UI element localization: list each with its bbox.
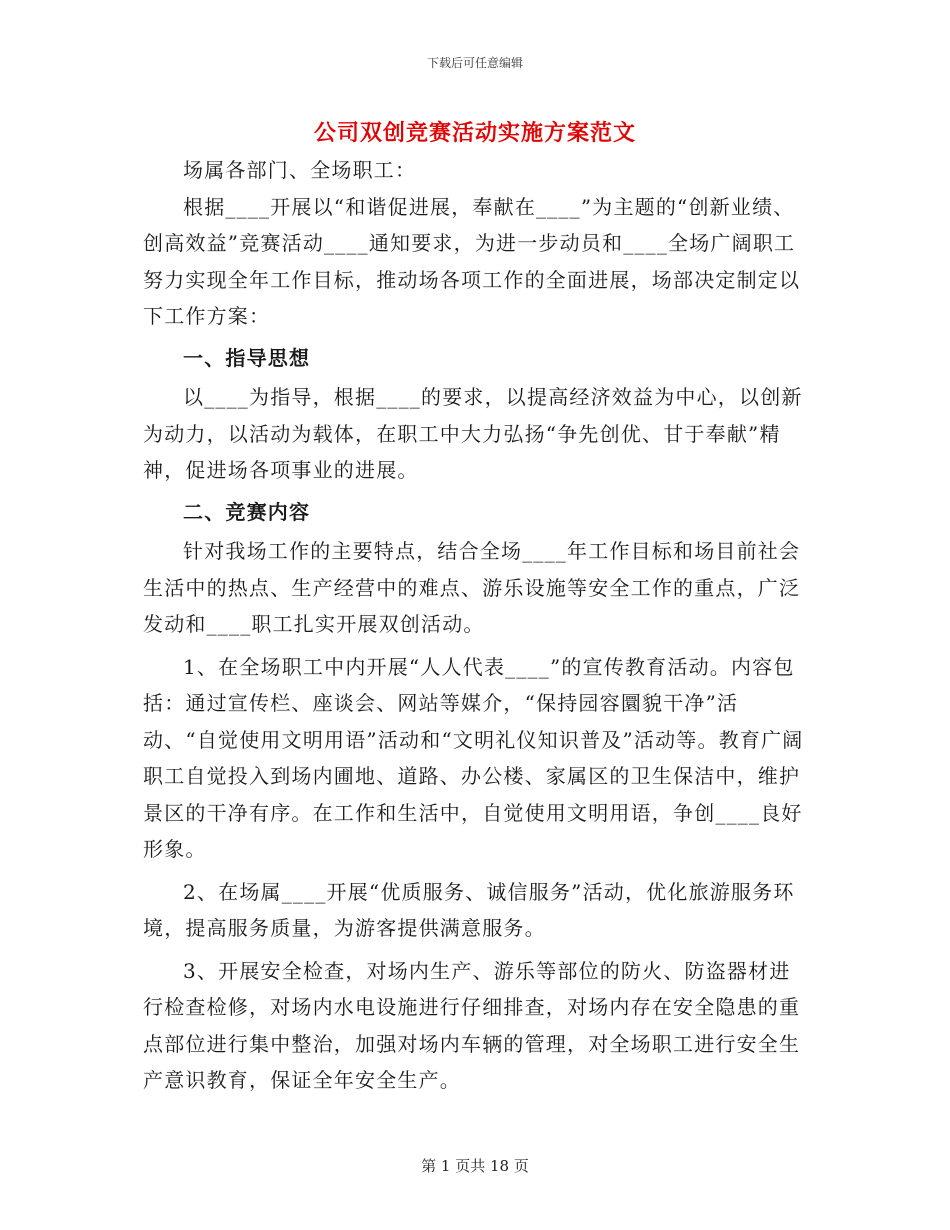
- contest-content-paragraph: 针对我场工作的主要特点，结合全场____年工作目标和场目前社会生活中的热点、生产经营中的难点、游乐设施等安全工作的重点，广泛发动和____职工扎实开展双创活动。: [143, 539, 801, 636]
- item-3-paragraph: 3、开展安全检查，对场内生产、游乐等部位的防火、防盗器材进行检查检修，对场内水电设施进行仔细排查，对场内存在安全隐患的重点部位进行集中整治，加强对场内车辆的管理，对全场职工进行安全生产意识教育，保证全年安全生产。: [143, 958, 801, 1092]
- section-heading-contest-content: 二、竞赛内容: [183, 499, 311, 524]
- header-note: 下载后可任意编辑: [426, 56, 523, 70]
- guiding-thought-paragraph: 以____为指导，根据____的要求，以提高经济效益为中心，以创新为动力，以活动为载体，在职工中大力弘扬“争先创优、甘于奉献”精神，促进场各项事业的进展。: [143, 385, 803, 482]
- section-heading-guiding-thought: 一、指导思想: [183, 345, 311, 370]
- document-body: [143, 152, 808, 1099]
- intro-paragraph: 根据____开展以“和谐促进展，奉献在____”为主题的“创新业绩、创高效益”竞赛活动____通知要求，为进一步动员和____全场广阔职工努力实现全年工作目标，推动场各项工作的全面进展，场部决定制定以下工作方案：: [143, 194, 801, 328]
- item-1-paragraph: 1、在全场职工中内开展“人人代表____”的宣传教育活动。内容包括：通过宣传栏、座谈会、网站等媒介，“保持园容圜貌干净”活动、“自觉使用文明用语”活动和“文明礼仪知识普及”活动等。教育广阔职工自觉投入到场内圃地、道路、办公楼、家属区的卫生保洁中，维护景区的干净有序。在工作和生活中，自觉使用文明用语，争创____良好形象。: [143, 654, 804, 861]
- item-2-paragraph: 2、在场属____开展“优质服务、诚信服务”活动，优化旅游服务环境，提高服务质量，为游客提供满意服务。: [143, 879, 795, 940]
- salutation-paragraph: 场属各部门、全场职工：: [183, 158, 417, 182]
- document-title: 公司双创竞赛活动实施方案范文: [313, 120, 636, 146]
- page-footer: 第 1 页共 18 页: [421, 1157, 529, 1175]
